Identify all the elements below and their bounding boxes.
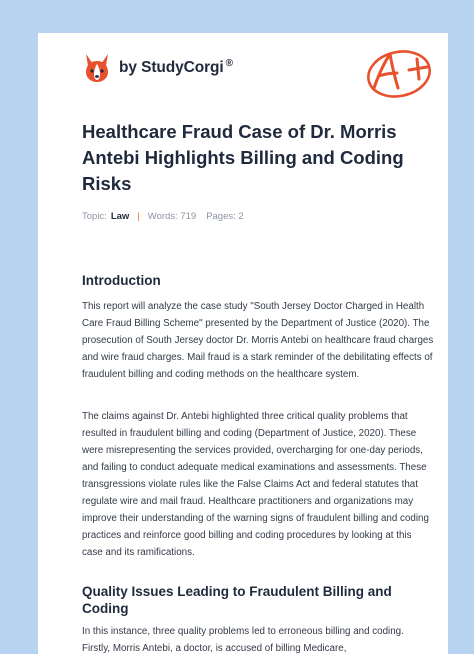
brand-name (119, 58, 233, 77)
paragraph-quality-issues-1: In this instance, three quality problems led to erroneous billing and coding. Firstly, Morris Antebi, a doctor, is accused of billing Medicare, (82, 626, 404, 654)
paragraph-introduction-2: The claims against Dr. Antebi highlighted three critical quality problems that resulted in fraudulent billing and coding (Department of Justice, 2020). These were misrepresenting the services provided, overcharging for one-day periods, and failing to conduct adequate medical examinations and assessments. These transgressions violate rules like the False Claims Act and federal statutes that regulate wire and mail fraud. Healthcare practitioners and organizations may improve their understanding of the warning signs of fraudulent billing and coding practices and reinforce good billing and coding procedures by looking at this case and its ramifications. (82, 411, 429, 558)
topic-link[interactable]: Law (110, 211, 130, 222)
meta-separator: | (137, 211, 140, 222)
brand-name-text: by StudyCorgi (119, 59, 224, 77)
section-heading-quality-issues: Quality Issues Leading to Fraudulent Billing and Coding (82, 584, 392, 616)
document-page (38, 33, 448, 654)
essay-meta (82, 211, 244, 222)
section-heading-introduction: Introduction (82, 273, 161, 288)
topic-label: Topic: (82, 211, 107, 222)
a-plus-grade-icon (364, 44, 438, 100)
page-count: Pages: 2 (206, 211, 244, 222)
word-count: Words: 719 (147, 211, 197, 222)
corgi-logo-icon (82, 52, 112, 84)
paragraph-introduction-1: This report will analyze the case study "South Jersey Doctor Charged in Health Care Fraud Billing Scheme" presented by the Department of Justice (2020). The prosecution of South Jersey doctor Dr. Morris Antebi on healthcare fraud charges and wire fraud charges. Mail fraud is a stark reminder of the debilitating effects of fraudulent billing and coding methods on the healthcare system. (82, 301, 434, 380)
grade-text: A+ (364, 44, 366, 45)
brand-header[interactable] (82, 51, 233, 85)
registered-mark: ® (225, 58, 233, 70)
essay-title: Healthcare Fraud Case of Dr. Morris Antebi Highlights Billing and Coding Risks (82, 121, 404, 194)
